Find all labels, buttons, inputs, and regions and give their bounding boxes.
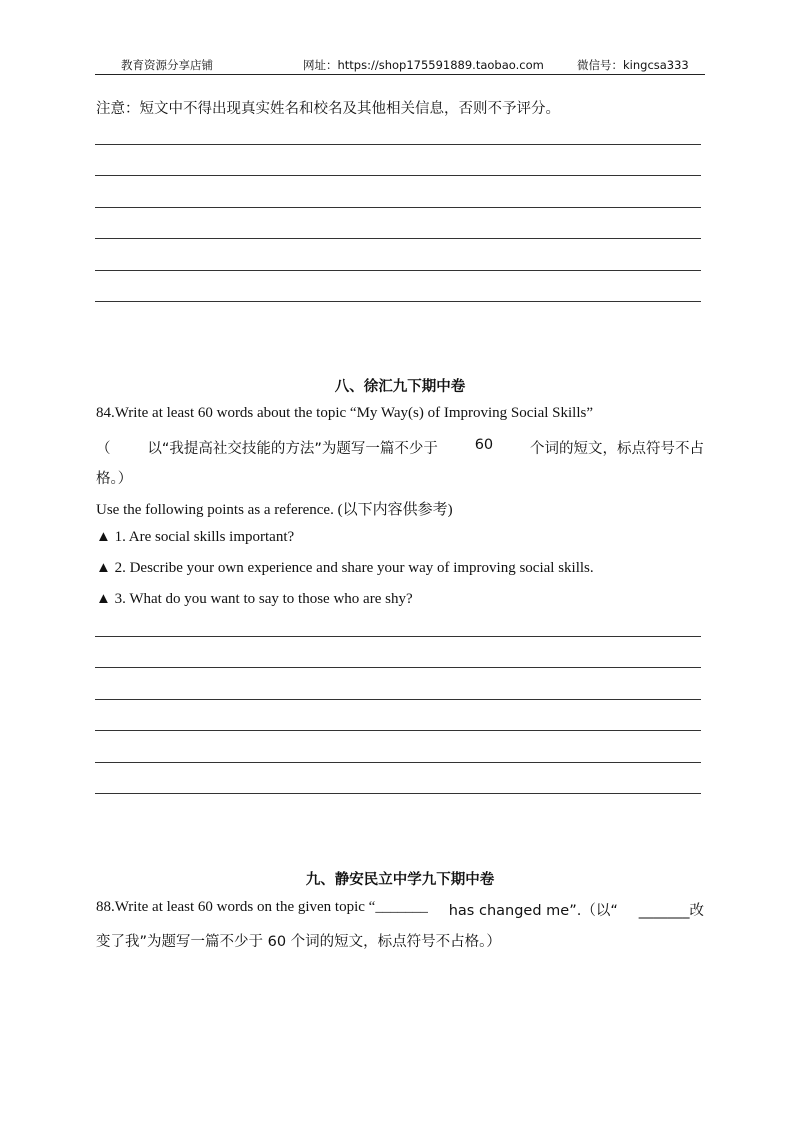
section-8-point-2: ▲ 2. Describe your own experience and share your way of improving social skills.: [96, 560, 594, 576]
section-9-prompt: [96, 899, 704, 920]
answer-line: [95, 301, 701, 302]
section-8-title: 八、徐汇九下期中卷: [334, 379, 466, 395]
section-9-title: 九、静安民立中学九下期中卷: [305, 872, 495, 888]
header-wechat-id: 微信号：kingcsa333: [577, 58, 689, 72]
instruction-part: 个词的短文，标点符号不占: [529, 441, 704, 457]
page-header: [95, 56, 705, 75]
section-8-chinese-instructions: [96, 437, 704, 458]
answer-line: [95, 175, 701, 176]
section-8-prompt: 84.Write at least 60 words about the topic “My Way(s) of Improving Social Skills”: [96, 405, 593, 421]
section-8-point-3: ▲ 3. What do you want to say to those who are shy?: [96, 591, 413, 607]
section-9-chinese-instructions: 变了我”为题写一篇不少于 60 个词的短文，标点符号不占格。）: [96, 934, 501, 950]
header-shop-url: 网址：https://shop175591889.taobao.com: [303, 58, 544, 72]
answer-line: [95, 667, 701, 668]
answer-line: [95, 207, 701, 208]
answer-line: [95, 730, 701, 731]
instruction-part: 以“我提高社交技能的方法”为题写一篇不少于: [147, 441, 438, 457]
answer-line: [95, 270, 701, 271]
prompt-part: _______改: [638, 903, 704, 919]
section-8-point-1: ▲ 1. Are social skills important?: [96, 529, 295, 545]
answer-line: [95, 144, 701, 145]
answer-line: [95, 636, 701, 637]
section-8-chinese-instructions-cont: 格。）: [96, 471, 133, 487]
answer-line: [95, 793, 701, 794]
answer-line: [95, 762, 701, 763]
prompt-part: 88.Write at least 60 words on the given topic “_______: [96, 899, 428, 915]
section-8-reference: Use the following points as a reference. (以下内容供参考): [96, 502, 453, 518]
prompt-part: has changed me”.（以“: [448, 903, 618, 919]
answer-line: [95, 238, 701, 239]
header-shop-name: 教育资源分享店铺: [121, 58, 213, 72]
instruction-part: 60: [474, 437, 494, 453]
writing-note: 注意：短文中不得出现真实姓名和校名及其他相关信息，否则不予评分。: [96, 101, 560, 117]
answer-line: [95, 699, 701, 700]
instruction-part: （: [96, 441, 111, 457]
